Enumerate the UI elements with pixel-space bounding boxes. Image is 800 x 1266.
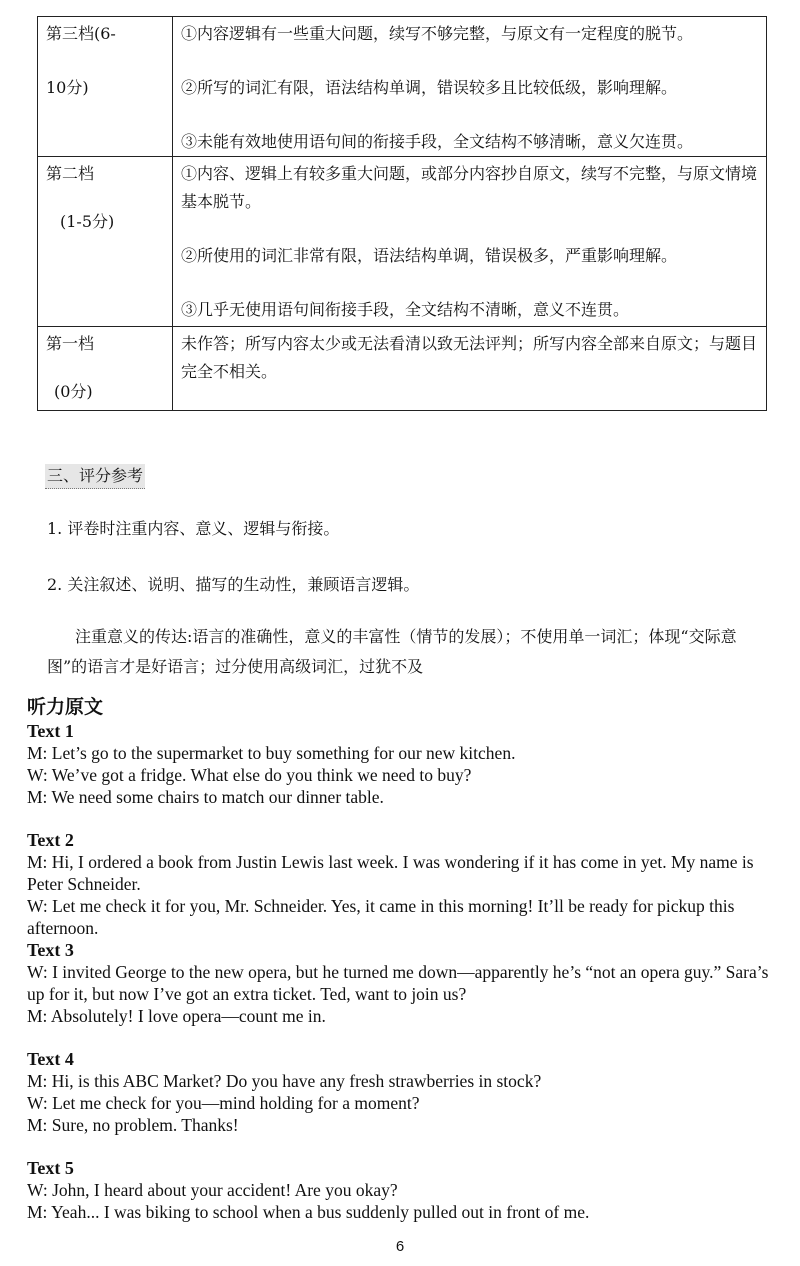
rubric-row <box>38 17 767 157</box>
transcript-heading: Text 3 <box>27 940 74 960</box>
transcript-heading: Text 2 <box>27 830 74 850</box>
rubric-level-name: 第一档 <box>46 334 95 353</box>
transcript-line: M: Yeah... I was biking to school when a bus suddenly pulled out in front of me. <box>27 1202 590 1222</box>
rubric-row <box>38 157 767 327</box>
transcript-line: M: Sure, no problem. Thanks! <box>27 1115 239 1135</box>
scoring-reference-note: 注重意义的传达:语言的准确性，意义的丰富性（情节的发展）；不使用单一词汇；体现“交际意图”的语言才是好语言；过分使用高级词汇，过犹不及 <box>47 627 737 676</box>
transcript-heading: Text 1 <box>27 721 74 741</box>
transcript-heading: Text 5 <box>27 1158 74 1178</box>
transcript-line: M: Hi, I ordered a book from Justin Lewis last week. I was wondering if it has come in yet. My name is Peter Schneider. <box>27 852 754 894</box>
transcript-line: W: We’ve got a fridge. What else do you think we need to buy? <box>27 765 472 785</box>
transcript-line: M: Let’s go to the supermarket to buy something for our new kitchen. <box>27 743 516 763</box>
scoring-reference-item: 2. 关注叙述、说明、描写的生动性，兼顾语言逻辑。 <box>47 575 420 594</box>
transcript-line: M: Hi, is this ABC Market? Do you have any fresh strawberries in stock? <box>27 1071 542 1091</box>
transcript-line: W: Let me check it for you, Mr. Schneider. Yes, it came in this morning! It’ll be ready for pickup this afternoon. <box>27 896 735 938</box>
rubric-level-cell <box>38 17 173 157</box>
listening-title: 听力原文 <box>27 696 104 718</box>
transcript-text-block <box>27 829 772 939</box>
rubric-table <box>37 16 767 411</box>
rubric-criterion: ③未能有效地使用语句间的衔接手段，全文结构不够清晰，意义欠连贯。 <box>181 132 694 151</box>
rubric-criteria-cell <box>173 157 767 327</box>
rubric-level-score: 10分) <box>46 78 89 97</box>
rubric-criteria-cell <box>173 17 767 157</box>
transcript-text-block <box>27 1157 772 1223</box>
rubric-level-cell <box>38 327 173 411</box>
rubric-level-score: (1-5分) <box>60 212 115 231</box>
transcript-line: M: Absolutely! I love opera—count me in. <box>27 1006 326 1026</box>
listening-transcript <box>27 720 772 1244</box>
transcript-line: W: Let me check for you—mind holding for a moment? <box>27 1093 420 1113</box>
rubric-criterion: ②所使用的词汇非常有限，语法结构单调，错误极多，严重影响理解。 <box>181 246 678 265</box>
scoring-reference-item: 1. 评卷时注重内容、意义、逻辑与衔接。 <box>47 519 340 538</box>
transcript-heading: Text 4 <box>27 1049 74 1069</box>
transcript-text-block <box>27 939 772 1027</box>
rubric-level-score: (0分) <box>54 382 93 401</box>
rubric-criterion: ①内容、逻辑上有较多重大问题，或部分内容抄自原文，续写不完整，与原文情境基本脱节。 <box>181 164 758 211</box>
transcript-line: W: John, I heard about your accident! Are you okay? <box>27 1180 398 1200</box>
transcript-text-block <box>27 1048 772 1136</box>
rubric-level-cell <box>38 157 173 327</box>
rubric-criterion: ②所写的词汇有限，语法结构单调，错误较多且比较低级，影响理解。 <box>181 78 678 97</box>
rubric-criterion: ①内容逻辑有一些重大问题，续写不够完整，与原文有一定程度的脱节。 <box>181 24 694 43</box>
transcript-text-block <box>27 720 772 808</box>
rubric-level-name: 第二档 <box>46 164 95 183</box>
rubric-criterion: ③几乎无使用语句间衔接手段，全文结构不清晰，意义不连贯。 <box>181 300 630 319</box>
rubric-criterion: 未作答；所写内容太少或无法看清以致无法评判；所写内容全部来自原文；与题目完全不相关。 <box>181 334 758 381</box>
rubric-level-name: 第三档(6- <box>46 24 116 43</box>
scoring-reference-title: 三、评分参考 <box>45 464 145 489</box>
page-number: 6 <box>395 1238 405 1255</box>
rubric-row <box>38 327 767 411</box>
transcript-line: M: We need some chairs to match our dinner table. <box>27 787 384 807</box>
transcript-line: W: I invited George to the new opera, but he turned me down—apparently he’s “not an opera guy.” Sara’s up for it, but now I’ve got an extra ticket. Ted, want to join us? <box>27 962 769 1004</box>
rubric-criteria-cell <box>173 327 767 411</box>
